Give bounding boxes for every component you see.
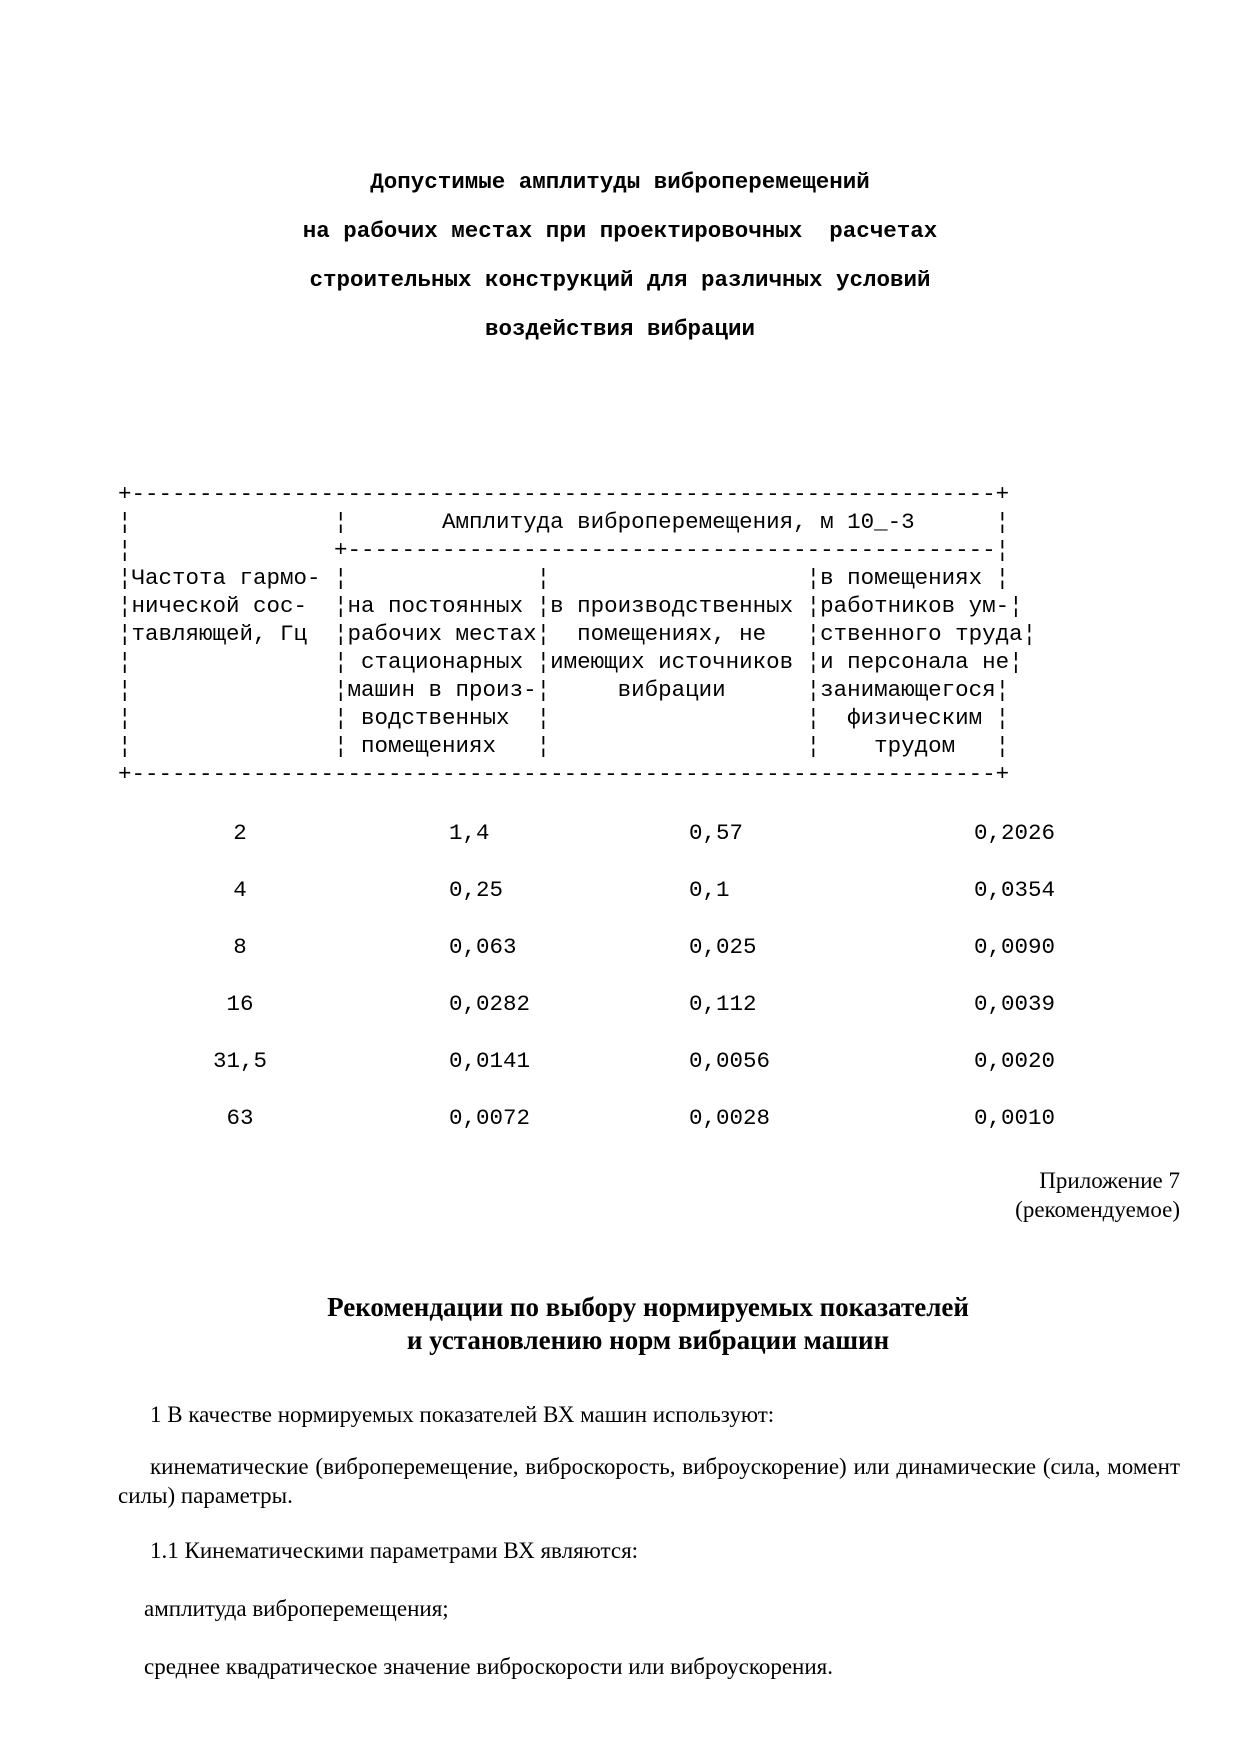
- table-header-ascii: +----------------------------------------------------------------+ ¦ ¦ Амплитуда виброперемещения, м 10_-3 ¦ ¦ +------------------------------------------------¦ ¦Частота гармо- ¦ ¦ ¦в помещениях ¦ ¦нической сос- ¦на постоянных ¦в производственных ¦работников ум-¦ ¦тавляющей, Гц ¦рабочих местах¦ помещениях, не ¦ственного труда¦ ¦ ¦ стационарных ¦имеющих источников ¦и персонала не¦ ¦ ¦машин в произ-¦ вибрации ¦занимающегося¦ ¦ ¦ водственных ¦ ¦ физическим ¦ ¦ ¦ помещениях ¦ ¦ трудом ¦ +----------------------------------------------------------------+: [118, 481, 1037, 787]
- paragraph: амплитуда виброперемещения;: [144, 1596, 449, 1621]
- amplitude-production-cell: 0,0056: [689, 1048, 771, 1074]
- table-body: [0, 820, 1240, 1162]
- frequency-cell: 4: [233, 877, 247, 903]
- amplitude-production-cell: 0,1: [689, 877, 730, 903]
- amplitude-machines-cell: 1,4: [449, 820, 490, 846]
- frequency-cell: 63: [226, 1105, 254, 1131]
- paragraph: среднее квадратическое значение виброскорости или виброускорения.: [144, 1654, 834, 1679]
- paragraph: 1 В качестве нормируемых показателей ВХ машин используют:: [150, 1402, 775, 1427]
- table-title: [0, 158, 1240, 354]
- amplitude-office-cell: 0,0039: [974, 991, 1056, 1017]
- appendix-note: (рекомендуемое): [1015, 1197, 1180, 1222]
- frequency-cell: 16: [226, 991, 254, 1017]
- table-row: [0, 877, 1240, 934]
- table-row: [0, 991, 1240, 1048]
- amplitude-machines-cell: 0,0072: [449, 1105, 531, 1131]
- appendix-number: Приложение 7: [1039, 1168, 1180, 1193]
- section-title-line: Рекомендации по выбору нормируемых показателей: [327, 1292, 969, 1322]
- amplitude-office-cell: 0,0354: [974, 877, 1056, 903]
- amplitude-office-cell: 0,2026: [974, 820, 1056, 846]
- table-title-line: строительных конструкций для различных условий: [309, 267, 931, 293]
- table-title-line: Допустимые амплитуды виброперемещений: [370, 169, 870, 195]
- table-row: [0, 1048, 1240, 1105]
- amplitude-machines-cell: 0,063: [449, 934, 517, 960]
- table-row: [0, 1105, 1240, 1162]
- appendix-label: [1015, 1166, 1180, 1224]
- paragraph: кинематические (виброперемещение, виброскорость, виброускорение) или динамические (сила, момент силы) параметры.: [118, 1454, 1180, 1508]
- table-row: [0, 820, 1240, 877]
- section-title: [0, 1291, 1240, 1357]
- amplitude-office-cell: 0,0020: [974, 1048, 1056, 1074]
- amplitude-machines-cell: 0,0141: [449, 1048, 531, 1074]
- amplitude-office-cell: 0,0090: [974, 934, 1056, 960]
- paragraph: 1.1 Кинематическими параметрами ВХ являются:: [150, 1538, 639, 1563]
- amplitude-production-cell: 0,57: [689, 820, 744, 846]
- frequency-cell: 2: [233, 820, 247, 846]
- amplitude-office-cell: 0,0010: [974, 1105, 1056, 1131]
- amplitude-production-cell: 0,0028: [689, 1105, 771, 1131]
- table-title-line: воздействия вибрации: [484, 316, 756, 342]
- amplitude-machines-cell: 0,25: [449, 877, 504, 903]
- section-title-line: и установлению норм вибрации машин: [406, 1325, 890, 1355]
- table-row: [0, 934, 1240, 991]
- frequency-cell: 8: [233, 934, 247, 960]
- amplitude-production-cell: 0,112: [689, 991, 757, 1017]
- table-title-line: на рабочих местах при проектировочных расчетах: [302, 218, 938, 244]
- amplitude-machines-cell: 0,0282: [449, 991, 531, 1017]
- frequency-cell: 31,5: [212, 1048, 267, 1074]
- amplitude-production-cell: 0,025: [689, 934, 757, 960]
